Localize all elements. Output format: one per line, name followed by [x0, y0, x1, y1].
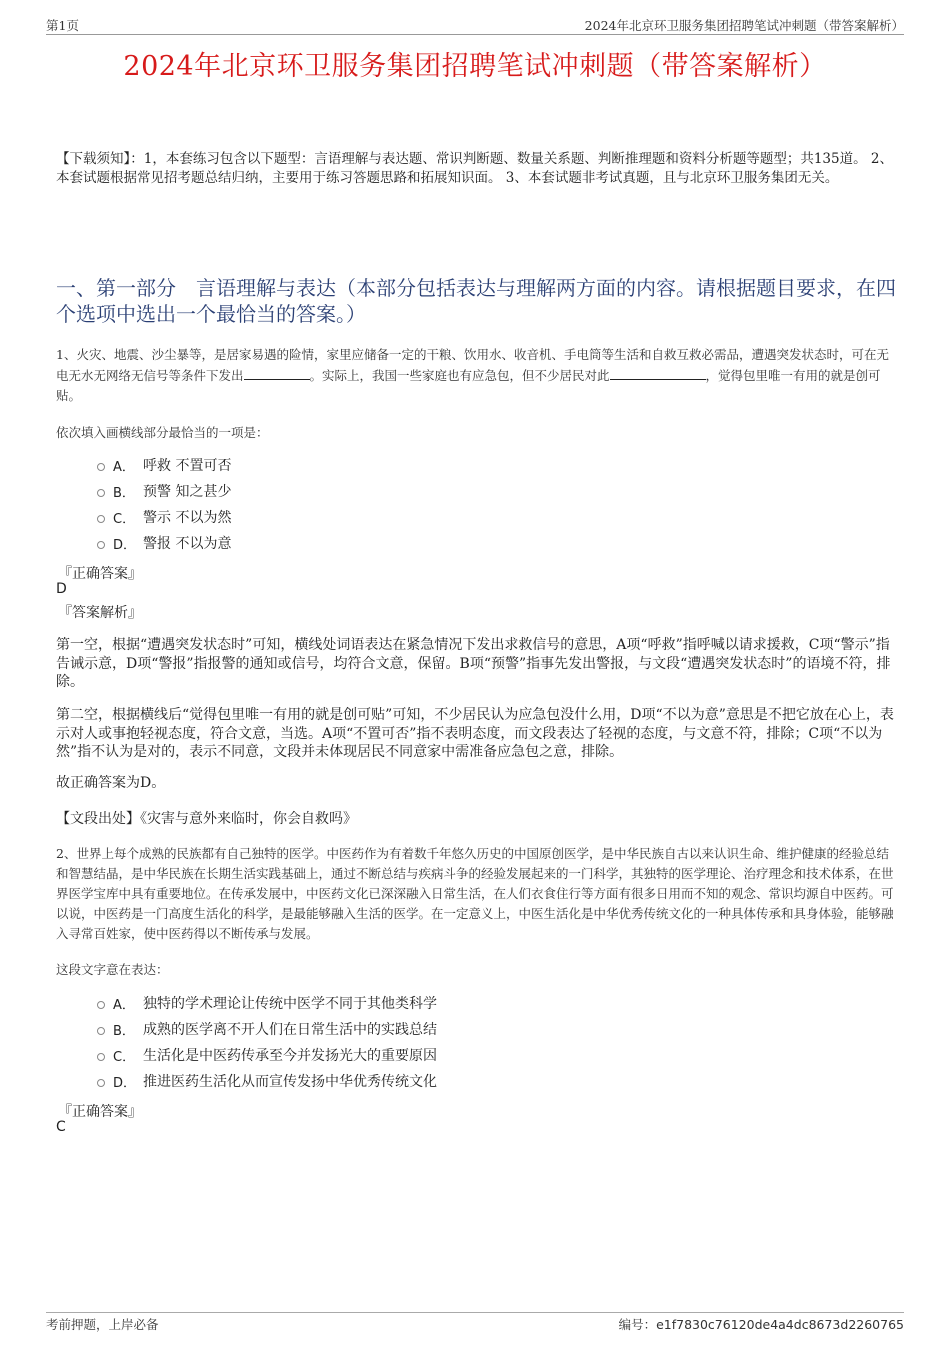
- q1-source: 【文段出处】《灾害与意外来临时，你会自救吗》: [56, 811, 357, 827]
- download-notice: 【下载须知】：1，本套练习包含以下题型：言语理解与表达题、常识判断题、数量关系题、判断推理题和资料分析题等题型；共135道。 2、本套试题根据常见招考题总结归纳，主要用于练习答题思路和拓展知识面。 3、本套试题非考试真题，且与北京环卫服务集团无关。: [56, 151, 893, 186]
- q1-analysis-paragraph-1: 第一空，根据“遭遇突发状态时”可知，横线处词语表达在紧急情况下发出求救信号的意思，A项“呼救”指呼喊以请求援救，C项“警示”指告诫示意，D项“警报”指报警的通知或信号，均符合文意，保留。B项“预警”指事先发出警报，与文段“遭遇突发状态时”的语境不符，排除。: [56, 637, 891, 690]
- radio-icon[interactable]: [97, 463, 105, 471]
- q1-stem: 1、火灾、地震、沙尘暴等，是居家易遇的险情，家里应储备一定的干粮、饮用水、收音机、手电筒等生活和自救互救必需品，遭遇突发状态时，可在无电无水无网络无信号等条件下发出 。实际上，我国一些家庭也有应急包，但不少居民对此 ，觉得包里唯一有用的就是创可贴。: [56, 347, 889, 403]
- q1-answer: D: [56, 581, 67, 597]
- footer-slogan: 考前押题，上岸必备: [46, 1317, 159, 1332]
- q1-analysis-label: 『答案解析』: [58, 605, 142, 621]
- q2-prompt: 这段文字意在表达：: [56, 962, 169, 977]
- q1-option-b[interactable]: B． 预警 知之甚少: [97, 478, 231, 504]
- header-doc-title: 2024年北京环卫服务集团招聘笔试冲刺题（带答案解析）: [584, 18, 904, 33]
- q1-prompt: 依次填入画横线部分最恰当的一项是：: [56, 425, 269, 440]
- document-title: 2024年北京环卫服务集团招聘笔试冲刺题（带答案解析）: [123, 51, 827, 82]
- q1-analysis-paragraph-2: 第二空，根据横线后“觉得包里唯一有用的就是创可贴”可知，不少居民认为应急包没什么用，D项“不以为意”意思是不把它放在心上，表示对人或事抱轻视态度，符合文意，当选。A项“不置可否”指不表明态度，而文段表达了轻视的态度，与文意不符，排除；C项“不以为然”指不认为是对的，表示不同意，文段并未体现居民不同意家中需准备应急包之意，排除。: [56, 707, 894, 760]
- radio-icon[interactable]: [97, 1027, 105, 1035]
- radio-icon[interactable]: [97, 1001, 105, 1009]
- q1-option-a[interactable]: A． 呼救 不置可否: [97, 452, 231, 478]
- radio-icon[interactable]: [97, 515, 105, 523]
- q1-blank-2: [610, 365, 706, 380]
- q1-options: [97, 452, 231, 556]
- page-footer: [46, 1312, 904, 1332]
- q1-answer-label: 『正确答案』: [58, 566, 142, 582]
- radio-icon[interactable]: [97, 489, 105, 497]
- q2-answer: C: [56, 1119, 66, 1135]
- radio-icon[interactable]: [97, 1053, 105, 1061]
- q1-conclusion: 故正确答案为D。: [56, 775, 166, 791]
- q1-blank-1: [244, 365, 310, 380]
- section-heading: 一、第一部分 言语理解与表达（本部分包括表达与理解两方面的内容。请根据题目要求，在四个选项中选出一个最恰当的答案。）: [56, 276, 896, 326]
- q1-option-c[interactable]: C． 警示 不以为然: [97, 504, 231, 530]
- q2-option-a[interactable]: A． 独特的学术理论让传统中医学不同于其他类科学: [97, 990, 437, 1016]
- radio-icon[interactable]: [97, 541, 105, 549]
- q1-option-d[interactable]: D． 警报 不以为意: [97, 530, 231, 556]
- radio-icon[interactable]: [97, 1079, 105, 1087]
- page-number: 第1页: [46, 18, 79, 33]
- q2-option-d[interactable]: D． 推进医药生活化从而宣传发扬中华优秀传统文化: [97, 1068, 437, 1094]
- q2-options: [97, 990, 437, 1094]
- footer-code: 编号：e1f7830c76120de4a4dc8673d2260765: [618, 1317, 904, 1332]
- page-header: [46, 14, 904, 35]
- q2-option-b[interactable]: B． 成熟的医学离不开人们在日常生活中的实践总结: [97, 1016, 437, 1042]
- q2-option-c[interactable]: C． 生活化是中医药传承至今并发扬光大的重要原因: [97, 1042, 437, 1068]
- q2-stem: 2、世界上每个成熟的民族都有自己独特的医学。中医药作为有着数千年悠久历史的中国原创医学，是中华民族自古以来认识生命、维护健康的经验总结和智慧结晶，是中华民族在长期生活实践基础上，通过不断总结与疾病斗争的经验发展起来的一门科学，其独特的医学理论、治疗理念和技术体系，在世界医学宝库中具有重要地位。在传承发展中，中医药文化已深深融入日常生活，在人们衣食住行等方面有很多日用而不知的观念、常识均源自中医药。可以说，中医药是一门高度生活化的科学，是最能够融入生活的医学。在一定意义上，中医生活化是中华优秀传统文化的一种具体传承和具身体验，能够融入寻常百姓家，使中医药得以不断传承与发展。: [56, 846, 894, 941]
- q2-answer-label: 『正确答案』: [58, 1104, 142, 1120]
